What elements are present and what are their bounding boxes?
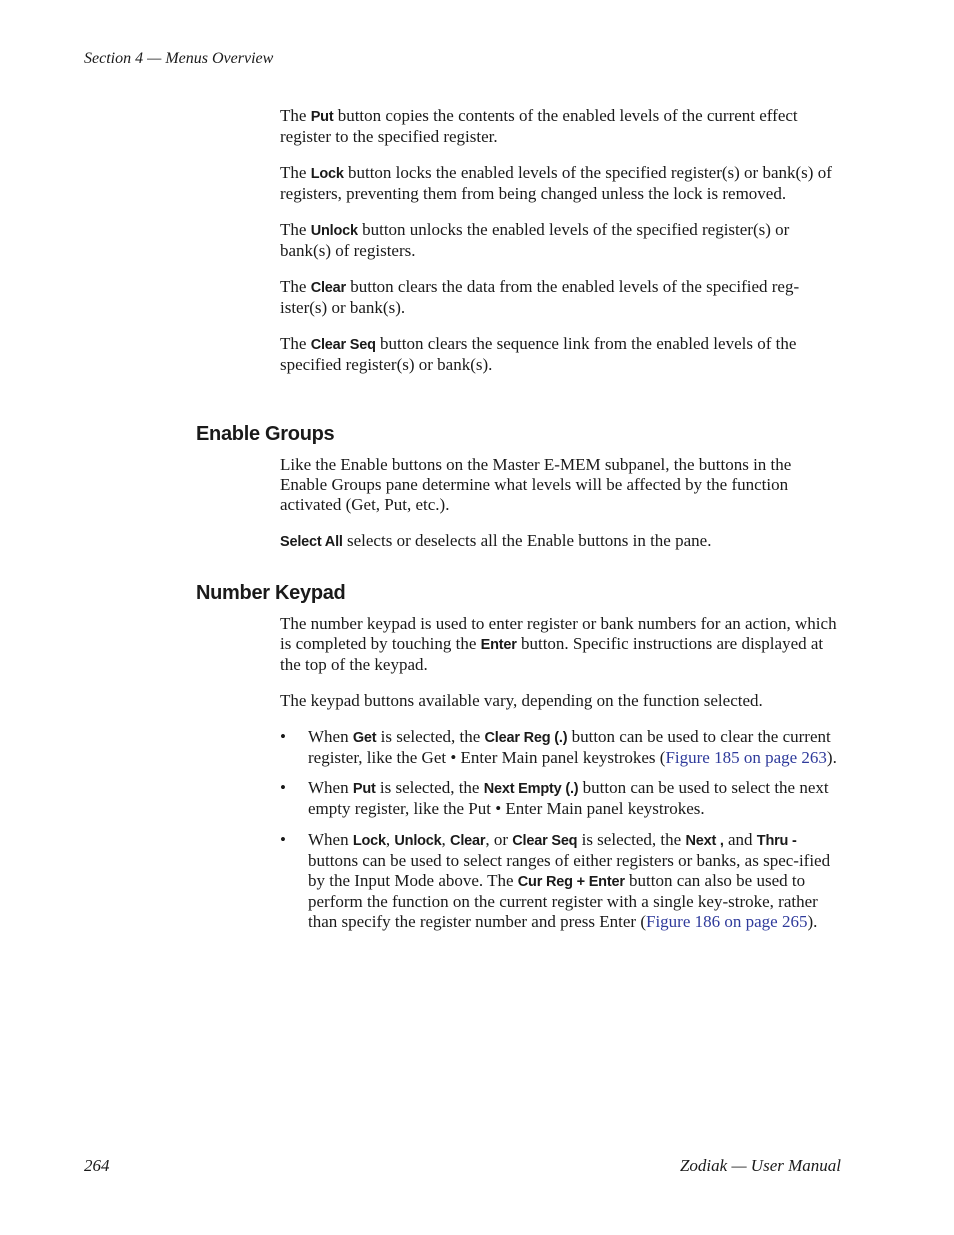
enable-groups-body (280, 455, 842, 568)
text: is selected, the (376, 726, 485, 746)
text: ). (807, 912, 818, 932)
text: button can be used to select the next empty register, like the Put • Enter Main panel keystrokes. (308, 778, 829, 819)
text: button can be used to clear the current register, like the Get • Enter Main panel keystrokes ( (308, 726, 831, 768)
text: The (280, 219, 311, 239)
text: button. Specific instructions are displayed at the top of the keypad. (280, 634, 824, 675)
clear-paragraph (280, 277, 842, 318)
text: buttons can be used to select ranges of either registers or banks, as spec-ified by the Input Mode above. The (308, 850, 831, 891)
intro-paragraphs (280, 106, 842, 391)
put-button-label: Put (310, 109, 334, 125)
keypad-bullet-list (280, 727, 842, 933)
text: When (308, 829, 353, 849)
clearseq-paragraph (280, 334, 842, 375)
text: button clears the data from the enabled levels of the specified reg-ister(s) or bank(s). (280, 276, 800, 317)
text: , (385, 829, 395, 849)
text: is selected, the (577, 829, 686, 849)
text: , (441, 829, 451, 849)
text: and (723, 829, 757, 849)
text: , or (485, 829, 513, 849)
clear-button-label: Clear (450, 832, 486, 849)
running-header: Section 4 — Menus Overview (84, 50, 274, 67)
bullet-dot: • (280, 778, 286, 798)
keypad-paragraph-2: The keypad buttons available vary, depending on the function selected. (280, 691, 763, 711)
text: is selected, the (375, 778, 484, 798)
select-all-label: Select All (280, 534, 343, 551)
clear-seq-button-label: Clear Seq (512, 832, 578, 849)
text: The (280, 276, 311, 296)
text: The (280, 162, 311, 182)
text: The (280, 333, 311, 353)
put-button-label: Put (352, 781, 376, 798)
text: button clears the sequence link from the enabled levels of the specified register(s) or bank(s). (280, 333, 797, 374)
clear-reg-button-label: Clear Reg (.) (484, 729, 568, 746)
keypad-paragraph-1 (280, 614, 842, 676)
text: The number keypad is used to enter register or bank numbers for an action, which is completed by touching the (280, 614, 837, 654)
text: button copies the contents of the enabled levels of the current effect register to the specified register. (280, 106, 798, 147)
text: When (308, 726, 353, 746)
lock-button-label: Lock (310, 165, 344, 182)
text: When (308, 778, 353, 798)
lock-paragraph (280, 163, 842, 204)
clearseq-button-label: Clear Seq (310, 336, 376, 353)
enable-groups-heading: Enable Groups (196, 423, 335, 445)
running-footer: Zodiak — User Manual (679, 1156, 841, 1175)
unlock-button-label: Unlock (394, 832, 442, 849)
next-button-label: Next , (685, 832, 724, 849)
put-paragraph (280, 106, 842, 147)
unlock-paragraph (280, 220, 842, 261)
cur-reg-enter-button-label: Cur Reg + Enter (517, 874, 625, 891)
bullet-dot: • (280, 829, 286, 849)
unlock-button-label: Unlock (310, 222, 358, 239)
thru-button-label: Thru - (756, 832, 797, 849)
enable-groups-paragraph: Like the Enable buttons on the Master E-MEM subpanel, the buttons in the Enable Groups pane determine what levels will be affected by the function activated (Get, Put, etc.). (280, 455, 792, 515)
get-button-label: Get (352, 729, 377, 746)
page-number: 264 (84, 1156, 110, 1175)
text: ). (826, 748, 837, 768)
list-item (280, 830, 842, 933)
next-empty-button-label: Next Empty (.) (483, 781, 579, 798)
figure-185-link[interactable]: Figure 185 on page 263 (665, 748, 827, 768)
number-keypad-body (280, 614, 842, 943)
figure-186-link[interactable]: Figure 186 on page 265 (646, 912, 808, 932)
number-keypad-heading: Number Keypad (196, 582, 346, 604)
list-item (280, 727, 842, 768)
enter-button-label: Enter (480, 637, 517, 654)
text: selects or deselects all the Enable buttons in the pane. (342, 531, 712, 551)
text: button unlocks the enabled levels of the specified register(s) or bank(s) of registers. (280, 219, 790, 261)
text: The (280, 106, 311, 125)
bullet-dot: • (280, 726, 286, 746)
clear-button-label: Clear (310, 279, 346, 296)
text: button locks the enabled levels of the specified register(s) or bank(s) of registers, preventing them from being changed unless the lock is removed. (280, 162, 832, 204)
select-all-paragraph (280, 531, 842, 552)
text: button can also be used to perform the function on the current register with a single key-stroke, rather than specify the register number and press Enter ( (308, 871, 818, 932)
list-item (280, 778, 842, 819)
lock-button-label: Lock (352, 832, 386, 849)
